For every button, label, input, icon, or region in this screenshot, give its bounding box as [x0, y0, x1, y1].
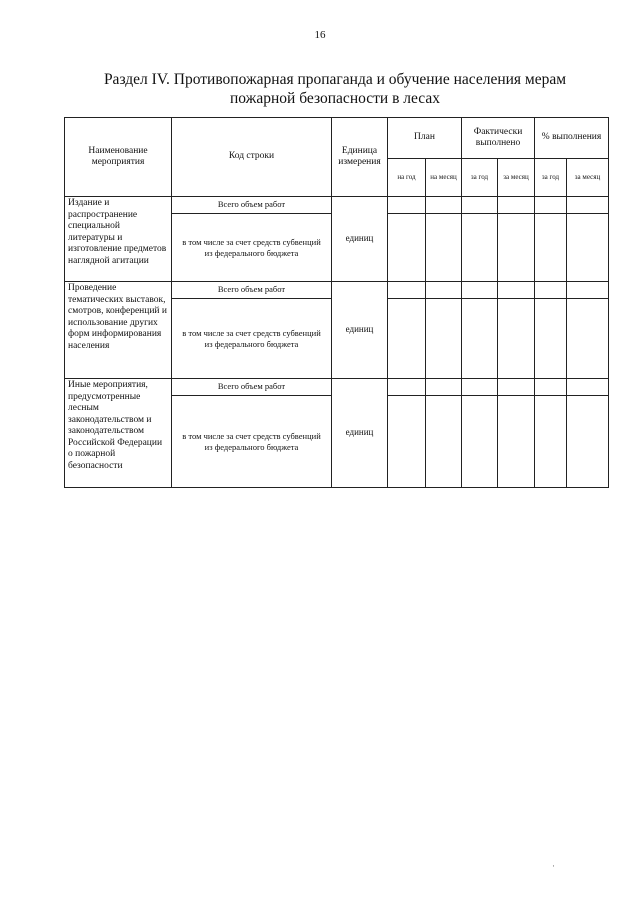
value-cell [498, 396, 535, 488]
value-cell [535, 214, 567, 282]
table-row [65, 379, 609, 396]
header-percent: % выполнения [535, 118, 609, 159]
value-cell [462, 282, 498, 299]
page-number: 16 [314, 29, 326, 41]
value-cell [462, 214, 498, 282]
value-cell [567, 299, 609, 379]
value-cell [567, 396, 609, 488]
header-name: Наименование мероприятия [65, 118, 172, 197]
value-cell [426, 282, 462, 299]
table-row [65, 197, 609, 214]
value-cell [426, 396, 462, 488]
value-cell [462, 197, 498, 214]
value-cell [426, 299, 462, 379]
activity-name: Проведение тематических выставок, смотров, конференций и использование других форм информирования населения [65, 282, 172, 379]
header-percent-month: за месяц [567, 159, 609, 197]
value-cell [388, 197, 426, 214]
value-cell [535, 379, 567, 396]
header-actual: Фактически выполнено [462, 118, 535, 159]
header-plan: План [388, 118, 462, 159]
value-cell [535, 396, 567, 488]
code-total-label: Всего объем работ [172, 379, 332, 396]
code-sub-label: в том числе за счет средств субвенций из федерального бюджета [172, 396, 332, 488]
header-plan-year: на год [388, 159, 426, 197]
unit-cell: единиц [332, 197, 388, 282]
value-cell [426, 214, 462, 282]
value-cell [535, 282, 567, 299]
code-total-label: Всего объем работ [172, 282, 332, 299]
value-cell [462, 396, 498, 488]
code-sub-label: в том числе за счет средств субвенций из федерального бюджета [172, 299, 332, 379]
scan-mark: · [552, 861, 555, 871]
header-actual-month: за месяц [498, 159, 535, 197]
code-sub-label: в том числе за счет средств субвенций из федерального бюджета [172, 214, 332, 282]
header-actual-year: за год [462, 159, 498, 197]
activity-name: Издание и распространение специальной литературы и изготовление предметов наглядной агитации [65, 197, 172, 282]
value-cell [567, 282, 609, 299]
value-cell [462, 379, 498, 396]
header-code: Код строки [172, 118, 332, 197]
value-cell [388, 379, 426, 396]
value-cell [567, 197, 609, 214]
section-title-line-1: Раздел IV. Противопожарная пропаганда и обучение населения мерам [103, 71, 567, 88]
table-row [65, 282, 609, 299]
code-total-label: Всего объем работ [172, 197, 332, 214]
header-plan-month: на месяц [426, 159, 462, 197]
value-cell [498, 282, 535, 299]
report-table [64, 117, 609, 488]
value-cell [498, 197, 535, 214]
value-cell [567, 379, 609, 396]
value-cell [426, 197, 462, 214]
value-cell [388, 299, 426, 379]
value-cell [535, 299, 567, 379]
unit-cell: единиц [332, 379, 388, 488]
value-cell [388, 214, 426, 282]
header-percent-year: за год [535, 159, 567, 197]
section-title [95, 70, 575, 108]
value-cell [498, 214, 535, 282]
unit-cell: единиц [332, 282, 388, 379]
value-cell [426, 379, 462, 396]
value-cell [498, 379, 535, 396]
value-cell [567, 214, 609, 282]
section-title-line-2: пожарной безопасности в лесах [230, 90, 440, 107]
header-unit: Единица измерения [332, 118, 388, 197]
value-cell [388, 282, 426, 299]
value-cell [498, 299, 535, 379]
value-cell [535, 197, 567, 214]
activity-name: Иные мероприятия, предусмотренные лесным законодательством и законодательством Российской Федерации о пожарной безопасности [65, 379, 172, 488]
value-cell [388, 396, 426, 488]
value-cell [462, 299, 498, 379]
